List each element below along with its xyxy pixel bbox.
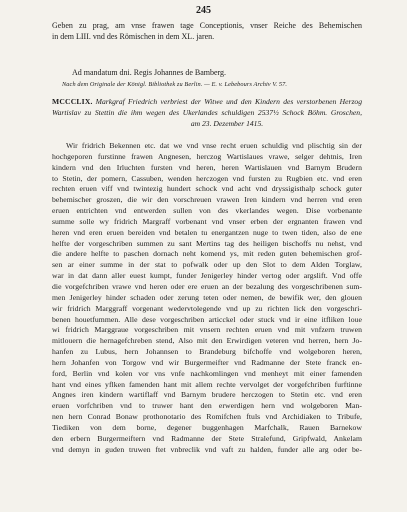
body-line: nen hern Conrad Bonaw prothonotario des Romifchen ftuls vnd Archidiaken to Tribufe, xyxy=(52,412,362,422)
source-note: Nach dem Originale der Königl. Bibliothek zu Berlin. — E. v. Lebebours Archiv V. 57. xyxy=(62,81,288,88)
mandatum-line: Ad mandatum dni. Regis Johannes de Bamberg. xyxy=(72,68,227,77)
body-line: sen ar einer summe in der stat to pofwalk oder up den Slot to dem Alden Torglaw, xyxy=(52,260,362,270)
document-date: am 23. Dezember 1415. xyxy=(190,118,264,128)
body-line: to Stetin, der pomern, Cassuben, wenden herczogen vnd fursten zu Rugbien etc. vnd eren xyxy=(52,173,362,183)
body-line: vnd demyn in guden truwen ftet vnbreclik vnd vaft zu halden, funder alle arg oder be- xyxy=(52,444,362,454)
body-line: Wir fridrich Bekennen etc. dat we vnd vnse recht eruen schuldig vnd plischtig sin der xyxy=(66,141,362,150)
body-line: Tiediken von dem borne, degener buggenhagen Marfchalk, Rauen Barnekow xyxy=(52,422,362,432)
body-line: Angnes iren kindern wartiflaff vnd Barnym brudere herczogen to Stetin etc. vnd eren xyxy=(52,390,362,400)
page-number: 245 xyxy=(196,5,211,16)
heading-line: Wartislav zu Stettin die ihm wegen des Ukerlandes schuldigen 2537½ Schock Böhm. Groschen, xyxy=(52,107,362,117)
body-line: kindern vnd den Irluchten fursten vnd heren, heren Wartislauen vnd Barnym Brudern xyxy=(52,162,362,172)
body-line: wir fridrich Marggraff vorgenant wedervtolegende vnd up zu richten lick den vorgeschri- xyxy=(52,303,362,313)
closing-line: in dem LIII. vnd des Römischen in dem XL. jaren. xyxy=(52,31,215,41)
body-line: men Jenigerley hinder schaden oder zerung teten oder nemen, de bewifik wer, den glouen xyxy=(52,292,362,302)
document-id: MCCCLIX. xyxy=(52,97,93,106)
body-line: wi fridrich Marggraue vorgeschriben mit vnsern rechten eruen vnd mit vnfzern truwen xyxy=(52,325,362,335)
body-line: mitlouern die hernagefchreben stend, Also mit den Erwirdigen veteren vnd herren, hern Jo- xyxy=(52,336,362,346)
heading-line xyxy=(52,97,362,108)
body-line: helfte der vorgeschriben summen zu sant Mertins tag des heiligen bischoffs nu nehst, vnd xyxy=(52,238,362,248)
closing-line: Geben zu prag, am vnse frawen tage Conceptionis, vnser Reiche des Behemischen xyxy=(52,21,362,30)
closing-block xyxy=(52,21,362,42)
body-line: rechten eruen viff vnd twintezig hundert schock vnd acht vnd dryssigisthalp schock guter xyxy=(52,184,362,194)
body-line: die andere helfte to paschen dornach neht komend ys, mit reden guten behemischen grof- xyxy=(52,249,362,259)
heading-text: Markgraf Friedrich verbriest der Witwe und den Kindern des verstorbenen Herzog xyxy=(95,97,362,106)
body-line: benen houetfummen. Alle dese vorgeschriben articckel oder stuck vnd ir eine itfliken loue xyxy=(52,314,362,324)
document-heading xyxy=(52,97,362,129)
body-line: die vorgefchriben vrawe vnd heren oder ere eruen an der bezalung des vorgeschribenen sum- xyxy=(52,281,362,291)
body-line: war in dat dann aller euest kumpt, funder Jenigerley hinder vertog oder argslift. Vnd offe xyxy=(52,271,362,281)
body-line: den erbern Burgermeiftern vnd Radmanne der Stete Stralefund, Gripfwald, Ankelam xyxy=(52,433,362,443)
body-line: behemischer groszen, die wir den vorschreuen vrawen Iren kindern vnd herren vnd eren xyxy=(52,195,362,205)
body-line: hern Johanfen von Torgow vnd wir Burgermeifter vnd Radmanne der Stete franck en- xyxy=(52,357,362,367)
body-line: hanfen zu Lubus, hern Johannsen to Brandeburg bifchoffe vnd wolgeboren heren, xyxy=(52,347,362,357)
body-text xyxy=(52,141,362,455)
body-line: eruen vorfchriben vnd to truwer hant den erwerdigen hern vnd wolgeboren Man- xyxy=(52,401,362,411)
body-line: eruen entrichten vnd entwerden sullen von des vkerlandes wegen. Dise vorbenante xyxy=(52,206,362,216)
body-line: summe solle wy fridrich Margraff vorbenant vnd vnser erben der ergnanten frawen vnd xyxy=(52,216,362,226)
body-line: ford, Berlin vnd kolen vor vns vnfe nachkomlingen vnd menheyt mit einer famenden xyxy=(52,368,362,378)
body-line: hochgeporen furstinne frawen Angnesen, herczog Wartislaues vrawe, selger dehtnis, Iren xyxy=(52,151,362,161)
body-line: heren vnd eren eruen bereiden vnd betalen tu energantzen nuge to twen tiden, also de ene xyxy=(52,227,362,237)
body-line: hant vnd eines yflken famenden hant mit allem rechte vervolget der vorgefchriben furftinne xyxy=(52,379,362,389)
